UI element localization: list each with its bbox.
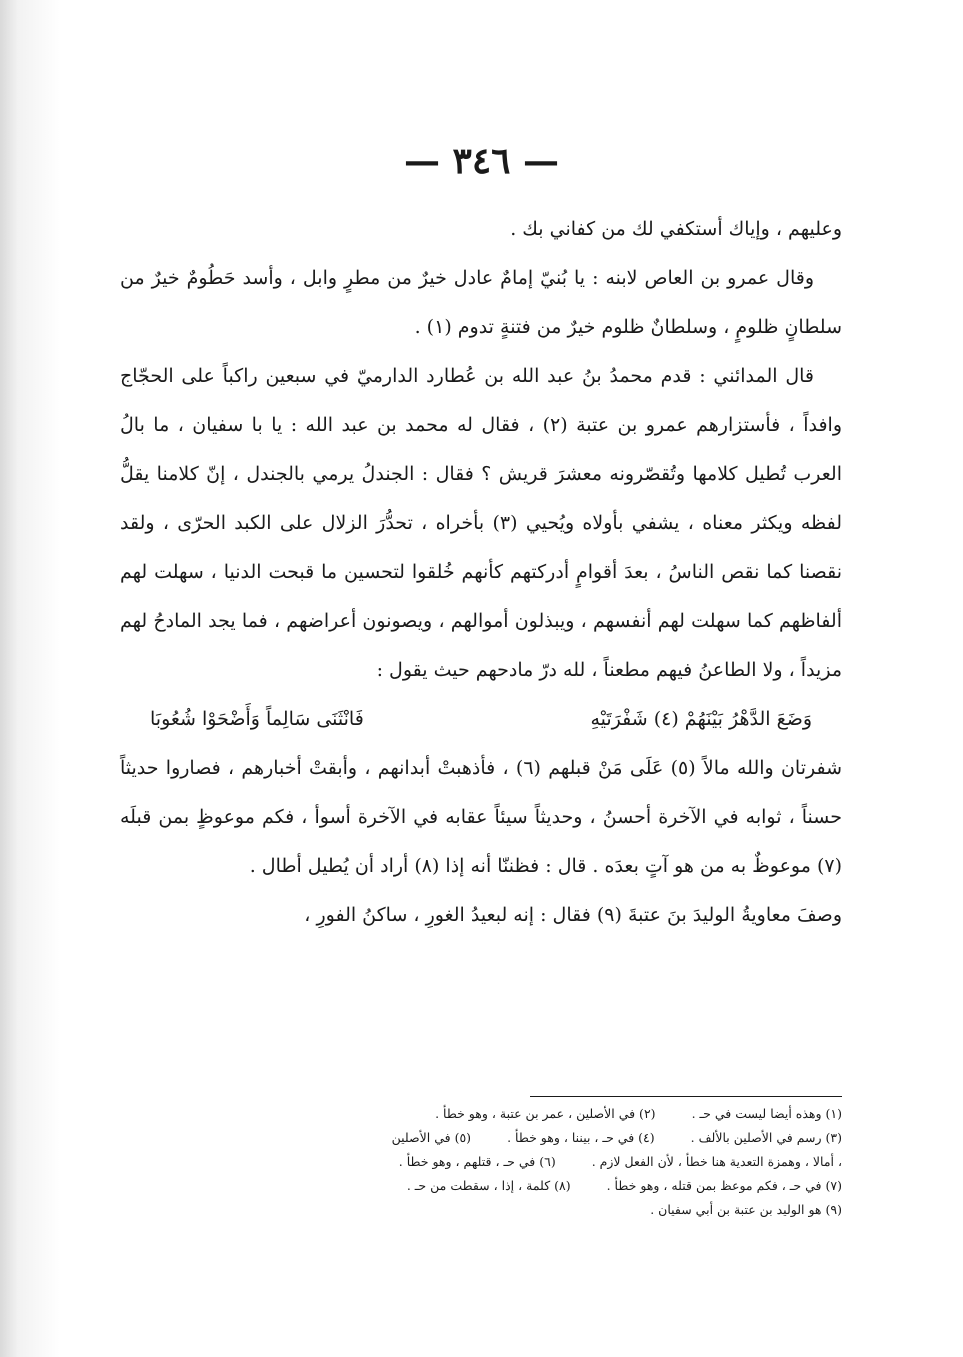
verse-first-hemistich: وَضَعَ الدَّهْرُ بَيْنَهُمْ (٤) شَفْرَتَيْهِ bbox=[590, 708, 812, 730]
footnote-row bbox=[170, 1198, 842, 1222]
footnote-row bbox=[170, 1126, 842, 1150]
footnote-5: (٥) في الأصلين bbox=[391, 1130, 472, 1145]
page-number: — ٣٤٦ — bbox=[403, 140, 560, 182]
footnote-row bbox=[170, 1174, 842, 1198]
footnote-divider bbox=[530, 1096, 842, 1097]
verse-line bbox=[120, 695, 842, 744]
page-edge bbox=[0, 0, 60, 1357]
paragraph-3: قال المدائني : قدم محمدُ بنُ عبد الله بن عُطارد الدارميّ في سبعين راكباً على الحجّاج وافداً ، فأستزارهم عمرو بن عتبة (٢) ، فقال له محمد بن عبد الله : يا با سفيان ، ما بالُ العرب تُطيل كلامها وتُقصّرونه معشرَ قريش ؟ فقال : الجندلُ يرمي بالجندل ، إنّ كلامنا يقلُّ لفظه ويكثر معناه ، يشفي بأولاه ويُحيي (٣) بأخراه ، تحدُّرَ الزلال على الكبد الحرّى ، ولقد نقصنا كما نقص الناسُ ، بعدَ أقوامٍ أدركتهم كأنهم خُلقوا لتحسين ما قبحت الدنيا ، سهلت لهم ألفاظهم كما سهلت لهم أنفسهم ، ويبذلون أموالهم ، ويصونون أعراضهم ، فما يجد المادحُ لهم مزيداً ، ولا الطاعنُ فيهم مطعناً ، لله درّ مادحهم حيث يقول : bbox=[120, 365, 843, 681]
footnote-7: (٧) في حـ ، فكم موعظ بمن قتله ، وهو خطأ . bbox=[606, 1178, 842, 1193]
footnote-row bbox=[170, 1102, 842, 1126]
footnote-6: (٦) في حـ ، قتلهم ، وهو خطأ . bbox=[398, 1154, 556, 1169]
paragraph-4: شفرتان والله مالاً (٥) عَلَى مَنْ قبلهم (٦) ، فأذهبتْ أبدانهم ، وأبقتْ أخبارهم ، فصاروا حديثاً حسناً ، ثوابه في الآخرة أحسنُ ، وحديثاً سيئاً عقابه في الآخرة أسوأ ، فكم موعوظٍ بمن قبلَه (٧) موعوظٌ به من هو آتٍ بعدَه . قال : فظننّا أنه إذا (٨) أراد أن يُطيل أطال . bbox=[120, 757, 842, 877]
paragraph-5: وصفَ معاويةُ الوليدَ بنَ عتبةَ (٩) فقال : إنه لبعيدُ الغورِ ، ساكنُ الفورِ ، bbox=[304, 904, 842, 926]
footnote-3: (٣) رسم في الأصلين بالألف . bbox=[690, 1130, 842, 1145]
paragraph-2: وقال عمرو بن العاص لابنه : يا بُنيّ إمامٌ عادل خيرٌ من مطرٍ وابل ، وأسد حَطُومٌ خيرٌ من سلطانٍ ظلومٍ ، وسلطانٌ ظلوم خيرٌ من فتنةٍ تدوم (١) . bbox=[120, 267, 842, 338]
footnote-5-continued: ، أمالا ، وهمزة التعدية هنا خطأ ، لأن الفعل لازم . bbox=[591, 1154, 842, 1169]
paragraph-1: وعليهم ، وإياك أستكفي لك من كفاني بك . bbox=[510, 218, 842, 240]
footnote-9: (٩) هو الوليد بن عتبة بن أبي سفيان . bbox=[650, 1202, 842, 1217]
body-text bbox=[120, 205, 842, 940]
footnote-row bbox=[170, 1150, 842, 1174]
footnote-4: (٤) في حـ ، بيننا ، وهو خطأ . bbox=[507, 1130, 655, 1145]
verse-second-hemistich: فَانْثَنَى سَالِماً وَأَضْحَوْا شُعُوبَا bbox=[150, 708, 364, 730]
footnote-2: (٢) في الأصلين ، عمر بن عتبة ، وهو خطأ . bbox=[435, 1106, 656, 1121]
footnote-8: (٨) كلمة ، إذا ، سقطت من حـ . bbox=[406, 1178, 571, 1193]
footnote-1: (١) وهذه أيضا ليست في حـ . bbox=[691, 1106, 842, 1121]
footnotes bbox=[170, 1102, 842, 1222]
